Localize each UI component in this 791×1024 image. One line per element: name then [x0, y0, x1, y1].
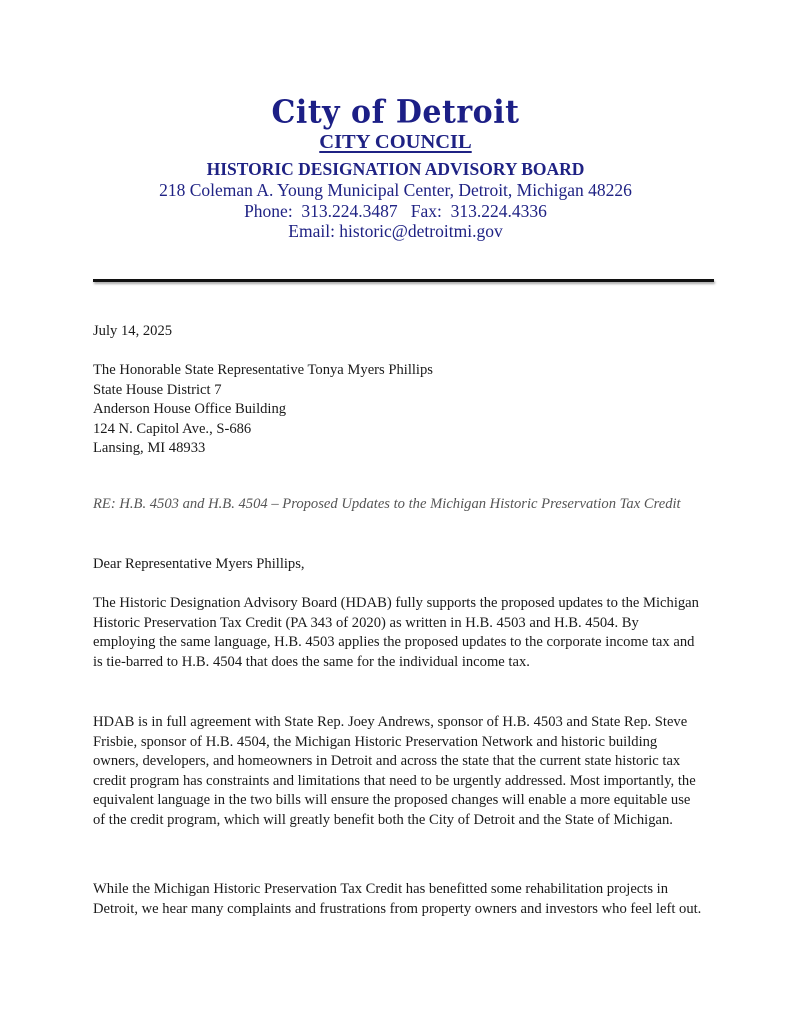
phone-fax: Phone: 313.224.3487 Fax: 313.224.4336	[244, 200, 547, 221]
salutation: Dear Representative Myers Phillips,	[93, 556, 305, 572]
email-contact: Email: historic@detroitmi.gov	[288, 221, 503, 241]
recipient-line: Lansing, MI 48933	[93, 440, 206, 456]
recipient-line: State House District 7	[93, 381, 222, 398]
recipient-address	[93, 361, 703, 459]
paragraph: While the Michigan Historic Preservation Tax Credit has benefitted some rehabilitation projects in Detroit, we hear many complaints and frustrations from property owners and investors who feel left out.	[93, 881, 702, 917]
paragraph: The Historic Designation Advisory Board (HDAB) fully supports the proposed updates to the Michigan Historic Preservation Tax Credit (PA 343 of 2020) as written in H.B. 4503 and H.B. 4504. By employing the same language, H.B. 4503 applies the proposed updates to the corporate income tax and is tie-barred to H.B. 4504 that does the same for the individual income tax.	[93, 595, 699, 670]
city-title: City of Detroit	[271, 94, 520, 131]
letter-date: July 14, 2025	[93, 323, 173, 339]
office-address: 218 Coleman A. Young Municipal Center, Detroit, Michigan 48226	[159, 180, 632, 200]
recipient-line: The Honorable State Representative Tonya Myers Phillips	[93, 362, 433, 378]
paragraph: HDAB is in full agreement with State Rep. Joey Andrews, sponsor of H.B. 4503 and State Rep. Steve Frisbie, sponsor of H.B. 4504, the Michigan Historic Preservation Network and historic building owners, developers, and homeowners in Detroit and across the state that the current state historic tax credit program has constraints and limitations that need to be urgently addressed. Most importantly, the equivalent language in the two bills will ensure the proposed changes will enable a more equitable use of the credit program, which will greatly benefit both the City of Detroit and the State of Michigan.	[93, 714, 696, 828]
subject-line: RE: H.B. 4503 and H.B. 4504 – Proposed Updates to the Michigan Historic Preservation Tax Credit	[93, 496, 681, 512]
letterhead-divider	[93, 279, 714, 282]
letterhead	[0, 96, 791, 242]
council-heading: CITY COUNCIL	[319, 131, 472, 153]
board-heading: HISTORIC DESIGNATION ADVISORY BOARD	[206, 159, 585, 179]
recipient-line: 124 N. Capitol Ave., S-686	[93, 420, 252, 437]
recipient-line: Anderson House Office Building	[93, 401, 287, 417]
